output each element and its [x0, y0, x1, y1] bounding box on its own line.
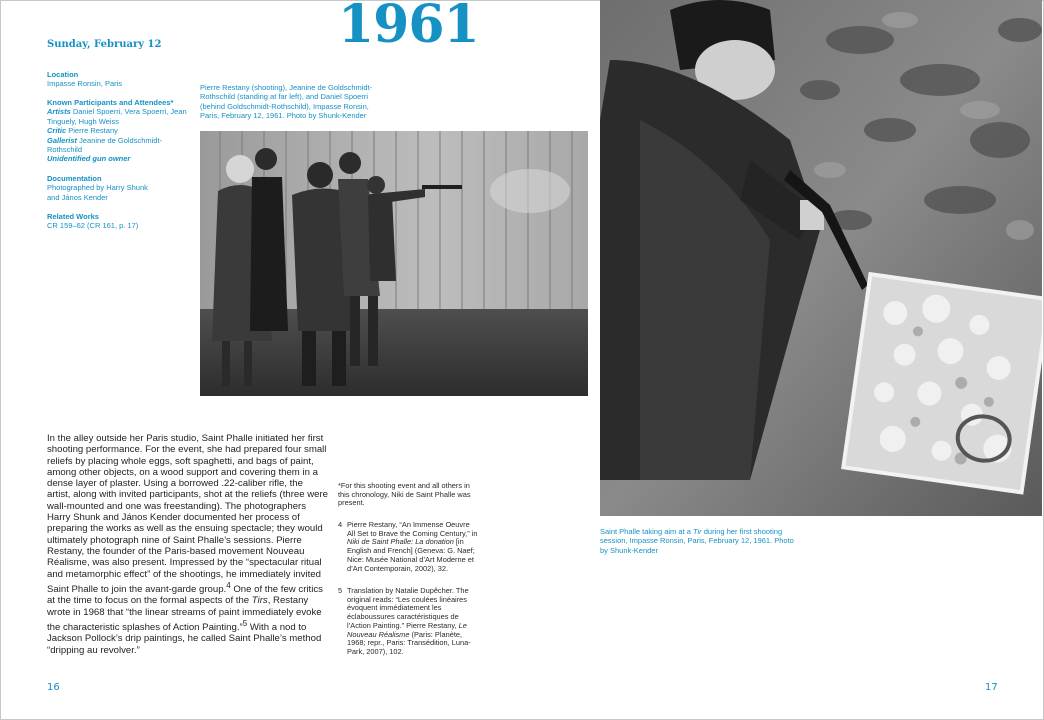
body-part-2: One of the few critics at the time to focus on the formal aspects of the: [47, 584, 323, 607]
location-block: [47, 70, 187, 89]
page-number-right: 17: [985, 682, 998, 693]
gallerist-value: Jeanine de Goldschmidt-Rothschild: [47, 135, 163, 155]
right-caption-post: during her first shooting session, Impasse Ronsin, Paris, February 12, 1961. Photo by Shunk-Kender: [600, 527, 794, 555]
body-part-3: , Restany wrote in 1968 that “the linear streams of paint immediately evoke the characteristic splashes of Action Painting.”: [47, 595, 322, 634]
footnote-4-b: [in English and French] (Geneva: G. Naef; Nice: Musée National d’Art Moderne et d’Art Contemporain, 2002), 32.: [347, 537, 475, 573]
critic-label: Critic: [47, 126, 67, 136]
documentation-block: [47, 174, 157, 202]
footnote-5-b: (Paris: Planète, 1968; repr., Paris: Transédition, Luna-Park, 2007), 102.: [347, 629, 471, 656]
gallerist-line: [47, 136, 187, 155]
documentation-heading: Documentation: [47, 174, 102, 183]
footnote-4-title: Niki de Saint Phalle: La donation: [347, 537, 454, 547]
footnote-star: *For this shooting event and all others in this chronology, Niki de Saint Phalle was present.: [338, 481, 471, 508]
artists-value: Daniel Spoerri, Vera Spoerri, Jean Tinguely, Hugh Weiss: [47, 107, 187, 126]
related-works-block: [47, 212, 187, 231]
event-date: Sunday, February 12: [47, 39, 162, 50]
gallerist-label: Gallerist: [47, 135, 78, 145]
location-heading: Location: [47, 70, 79, 79]
photo-saint-phalle-aiming-image: [600, 0, 1042, 516]
documentation-value: Photographed by Harry Shunk and János Kender: [47, 183, 148, 202]
footnote-4: [338, 521, 478, 573]
right-photo-caption: [600, 527, 800, 555]
footnote-ref-5[interactable]: 5: [242, 618, 248, 628]
main-body-text: [47, 433, 329, 656]
year-heading: 1961: [338, 0, 479, 55]
participants-block: [47, 98, 187, 164]
footnote-5: [338, 587, 478, 657]
body-tirs: Tirs: [251, 595, 268, 607]
body-part-1: In the alley outside her Paris studio, Saint Phalle initiated her first shooting performance. For the event, she had prepared four small reliefs by placing whole eggs, soft spaghetti, and bags of paint, among other objects, on a wood support and covering them in a dense layer of plaster. Using a borrowed .22-caliber rifle, the artist, along with invited participants, shot at the reliefs (three were wall-mounted and one was freestanding). The photographers Harry Shunk and János Kender documented her process of preparing the works as well as the ensuing spectacle; they would ultimately photograph nine of Saint Phalle’s sessions. Pierre Restany, the founder of the Paris-based movement Nouveau Réalisme, was also present. Impressed by the “spectacular ritual and metamorphic effect” of the shootings, he immediately invited Saint Phalle to join the avant-garde group.: [47, 433, 329, 596]
footnote-5-text: [347, 587, 478, 657]
artists-label: Artists: [47, 107, 71, 117]
location-value: Impasse Ronsin, Paris: [47, 79, 123, 89]
right-caption-pre: Saint Phalle taking aim at a: [600, 527, 693, 536]
top-photo-caption: Pierre Restany (shooting), Jeanine de Goldschmidt-Rothschild (standing at far left), and Daniel Spoerri (behind Goldschmidt-Rothschild), Impasse Ronsin, Paris, February 12, 1961. Photo by Shunk-Kender: [200, 83, 373, 121]
related-works-heading: Related Works: [47, 212, 99, 221]
footnote-5-a: Translation by Natalie Dupêcher. The original reads: “Les coulées linéaires évoquent immédiatement les éclaboussures caractéristiques de l’Action Painting.” Pierre Restany,: [347, 586, 469, 630]
unidentified-line: [47, 154, 187, 163]
footnote-5-title: Le Nouveau Réalisme: [347, 620, 467, 639]
footnote-4-number: 4: [338, 520, 343, 529]
right-caption-tir: Tir: [692, 527, 702, 536]
participants-heading: Known Participants and Attendees*: [47, 98, 174, 107]
main-paragraph: [47, 433, 329, 656]
body-part-4: With a nod to Jackson Pollock’s drip paintings, he called Saint Phalle’s method “dripping au revolver.”: [47, 622, 322, 656]
footnote-5-number: 5: [338, 586, 343, 595]
footnote-ref-4[interactable]: 4: [226, 580, 231, 590]
photo-restany-shooting-image: [200, 131, 588, 396]
related-works-value: CR 159–62 (CR 161, p. 17): [47, 221, 139, 231]
critic-line: [47, 126, 187, 135]
photo-saint-phalle-aiming: [600, 0, 1042, 516]
page-number-left: 16: [47, 682, 60, 693]
footnote-4-text: [347, 521, 478, 573]
critic-value: Pierre Restany: [66, 126, 118, 136]
artists-line: [47, 107, 187, 126]
photo-restany-shooting: [200, 131, 588, 396]
unidentified-label: Unidentified gun owner: [47, 154, 131, 164]
footnote-4-a: Pierre Restany, “An Immense Oeuvre All Set to Brave the Coming Century,” in: [347, 520, 478, 538]
